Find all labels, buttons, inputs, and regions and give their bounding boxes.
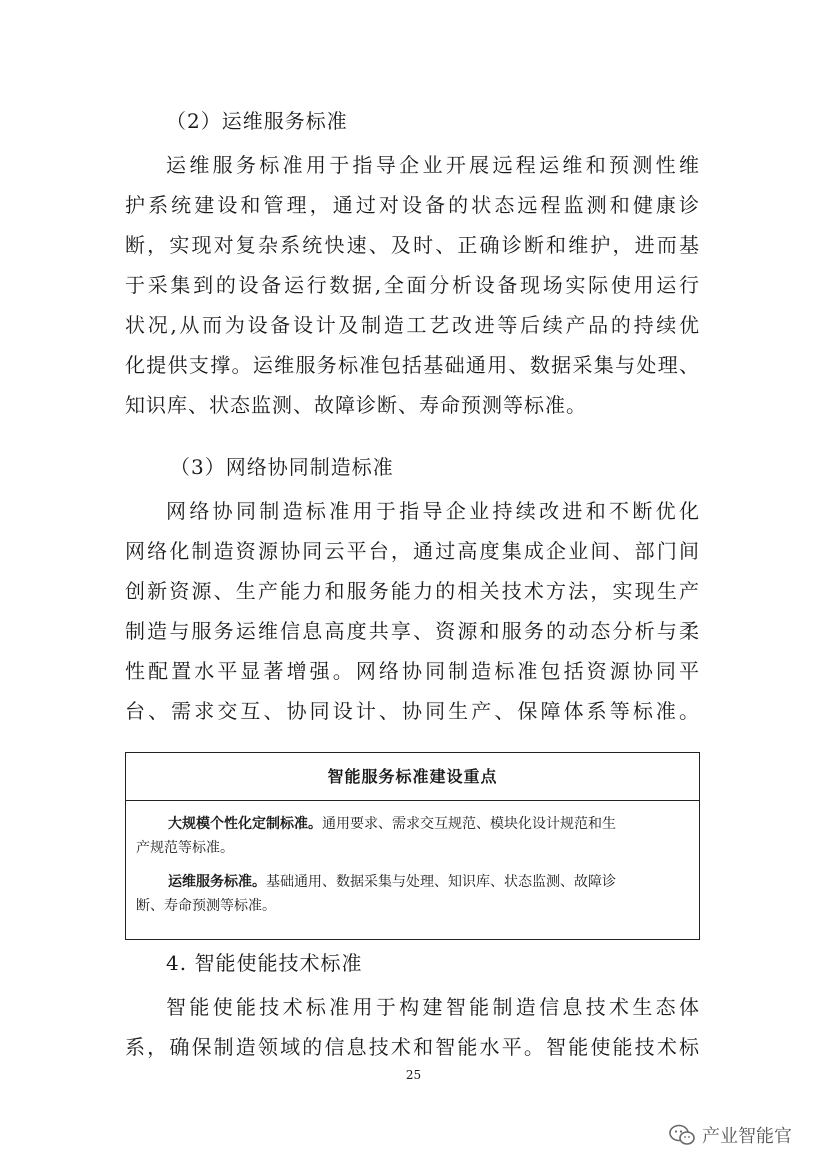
- box-item-continuation: 断、寿命预测等标准。: [136, 898, 276, 914]
- box-item-text: 通用要求、需求交互规范、模块化设计规范和生: [322, 816, 616, 832]
- key-points-box: [125, 752, 700, 940]
- watermark: [668, 1120, 792, 1150]
- paragraph-line: 网络化制造资源协同云平台，通过高度集成企业间、部门间: [125, 539, 700, 563]
- box-item-customization: [168, 813, 694, 835]
- box-item-text: 基础通用、数据采集与处理、知识库、状态监测、故障诊: [266, 874, 616, 890]
- paragraph-line: 运维服务标准用于指导企业开展远程运维和预测性维: [166, 153, 700, 177]
- section-heading-operations: （2）运维服务标准: [166, 109, 348, 133]
- wechat-icon: [668, 1123, 696, 1147]
- paragraph-line: 创新资源、生产能力和服务能力的相关技术方法，实现生产: [125, 579, 700, 603]
- watermark-text: 产业智能官: [702, 1126, 792, 1147]
- box-item-label: 运维服务标准。: [168, 874, 266, 890]
- paragraph-line: 断，实现对复杂系统快速、及时、正确诊断和维护，进而基: [125, 233, 700, 257]
- box-item-label: 大规模个性化定制标准。: [168, 816, 322, 832]
- box-item-operations: [168, 871, 694, 893]
- box-item-continuation: 产规范等标准。: [136, 840, 234, 856]
- paragraph-line: 化提供支撑。运维服务标准包括基础通用、数据采集与处理、: [125, 353, 700, 377]
- paragraph-line: 网络协同制造标准用于指导企业持续改进和不断优化: [166, 499, 700, 523]
- paragraph-line: 台、需求交互、协同设计、协同生产、保障体系等标准。: [125, 699, 700, 723]
- paragraph-line: 性配置水平显著增强。网络协同制造标准包括资源协同平: [125, 659, 700, 683]
- paragraph-line: 系，确保制造领域的信息技术和智能水平。智能使能技术标: [125, 1035, 700, 1059]
- page-number: 25: [405, 1068, 422, 1082]
- section-heading-enabling-tech: 4. 智能使能技术标准: [166, 951, 363, 975]
- paragraph-line: 于采集到的设备运行数据,全面分析设备现场实际使用运行: [125, 273, 700, 297]
- paragraph-line: 制造与服务运维信息高度共享、资源和服务的动态分析与柔: [125, 619, 700, 643]
- paragraph-line: 智能使能技术标准用于构建智能制造信息技术生态体: [166, 995, 700, 1019]
- paragraph-line: 护系统建设和管理，通过对设备的状态远程监测和健康诊: [125, 193, 700, 217]
- box-title: 智能服务标准建设重点: [126, 753, 699, 801]
- section-heading-network-collab: （3）网络协同制造标准: [170, 455, 394, 479]
- paragraph-line: 状况,从而为设备设计及制造工艺改进等后续产品的持续优: [125, 313, 700, 337]
- paragraph-line: 知识库、状态监测、故障诊断、寿命预测等标准。: [125, 393, 587, 417]
